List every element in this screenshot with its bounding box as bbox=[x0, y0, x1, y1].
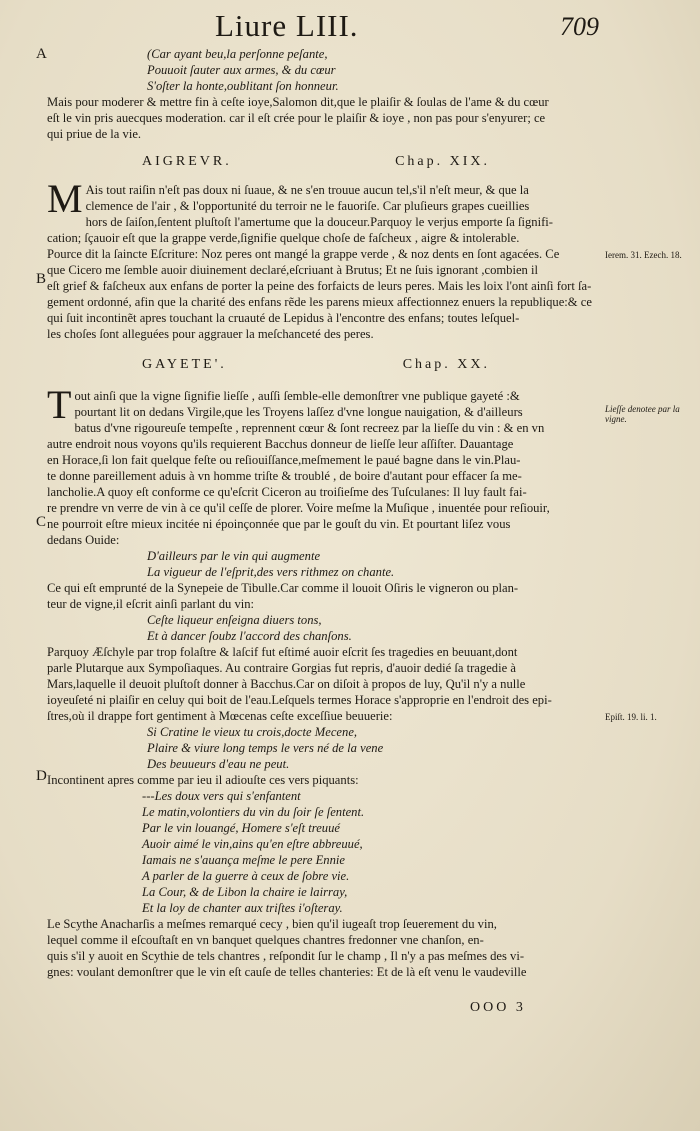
text-line: Iamais ne s'auança meſme le pere Ennie bbox=[142, 853, 345, 867]
text-line: eſt le vin pris auecques moderation. car il eſt crée pour le plaiſir & ioye , non pas pour s'enyurer; ce bbox=[47, 111, 546, 125]
opening-passage bbox=[47, 46, 600, 142]
margin-letter-a: A bbox=[36, 46, 47, 62]
text-line: Mars,laquelle il deuoit pluſtoſt donner à Bacchus.Car on diſoit à propos de luy, Qu'il n'y a nulle bbox=[47, 677, 526, 691]
chapter-20-heading bbox=[47, 342, 600, 388]
text-line: La vigueur de l'eſprit,des vers rithmez on chante. bbox=[147, 565, 395, 579]
text-line: ſtres,où il drappe fort gentiment à Mœcenas ceſte exceſſiue beuuerie: bbox=[47, 709, 393, 723]
text-line: ioyeuſeté ni plaiſir en celuy qui boit de l'eau.Leſquels termes Horace s'approprie en l'endroit des epi- bbox=[47, 693, 552, 707]
text-line: Parquoy Æſchyle par trop folaſtre & laſcif fut eſtimé auoir eſcrit ſes tragedies en beuuant,dont bbox=[47, 645, 518, 659]
text-line: parle Plutarque aux Sympoſiaques. Au contraire Gorgias fut repris, d'auoir dedié ſa tragedie à bbox=[47, 661, 516, 675]
text-line: Le matin,volontiers du vin du ſoir ſe ſentent. bbox=[142, 805, 365, 819]
text-line: batus d'vne rigoureuſe tempeſte , reprennent cœur & ſont recreez par la lieſſe du vin : & en vn bbox=[74, 421, 545, 435]
main-text bbox=[47, 46, 600, 980]
chapter-20-number: Chap. XX. bbox=[402, 357, 490, 372]
text-line: en Horace,ſi lon fait quelque feſte ou reſiouiſſance,meſmement le paué bagne dans le vin.Plau- bbox=[47, 453, 521, 467]
page-number: 709 bbox=[560, 12, 599, 41]
text-line: Des beuueurs d'eau ne peut. bbox=[147, 757, 290, 771]
text-line: Ais tout raiſin n'eſt pas doux ni ſuaue, & ne s'en trouue aucun tel,s'il n'eſt meur, & que la bbox=[85, 183, 529, 197]
text-line: ne pourroit eſtre mieux incitée ni époinçonnée que par le gouſt du vin. Et pourtant liſez vous bbox=[47, 517, 511, 531]
text-line: qui priue de la vie. bbox=[47, 127, 142, 141]
dropcap-t: T bbox=[47, 382, 72, 427]
text-line: gnes: voulant demonſtrer que le vin eſt cauſe de telles chanteries: Et de là eſt venu le vaudeville bbox=[47, 965, 527, 979]
margin-note-liesse: Lieſſe denotee par la vigne. bbox=[605, 404, 680, 424]
text-line: D'ailleurs par le vin qui augmente bbox=[147, 549, 321, 563]
text-line: Et à dancer ſoubz l'accord des chanſons. bbox=[147, 629, 352, 643]
margin-letter-c: C bbox=[36, 514, 47, 530]
text-line: Ce qui eſt emprunté de la Synepeie de Tibulle.Car comme il louoit Oſiris le vigneron ou plan- bbox=[47, 581, 519, 595]
text-line: Si Cratine le vieux tu crois,docte Mecene, bbox=[147, 725, 358, 739]
text-line: Le Scythe Anacharſis a meſmes remarqué cecy , bien qu'il iugeaſt trop ſeuerement du vin, bbox=[47, 917, 497, 931]
text-line: pourtant lit on dedans Virgile,que les Troyens laſſez d'vne longue nauigation, & d'ailleurs bbox=[74, 405, 523, 419]
margin-note-ierem: Ierem. 31. Ezech. 18. bbox=[605, 250, 682, 260]
text-line: autre endroit nous voyons qu'ils requierent Bacchus donneur de lieſſe leur aſſiſter. Dauantage bbox=[47, 437, 514, 451]
text-line: Incontinent apres comme par ieu il adiouſte ces vers piquants: bbox=[47, 773, 359, 787]
margin-letter-d: D bbox=[36, 768, 47, 784]
text-line: re prendre vn verre de vin à ce qu'il ceſſe de plorer. Voire meſme la Muſique , inuentée pour reſiouir, bbox=[47, 501, 550, 515]
text-line: Auoir aimé le vin,ains qu'en eſtre abbreuué, bbox=[142, 837, 363, 851]
running-title: Liure LIII. bbox=[215, 8, 359, 43]
text-line: Ceſte liqueur enſeigna diuers tons, bbox=[147, 613, 322, 627]
text-line: clemence de l'air , & l'opportunité du terroir ne le fauoriſe. Car pluſieurs grapes cueillies bbox=[85, 199, 530, 213]
chapter-19-body bbox=[47, 176, 600, 342]
text-line: Et la loy de chanter aux triſtes i'oſteray. bbox=[142, 901, 343, 915]
margin-note-epist: Epiſt. 19. li. 1. bbox=[605, 712, 657, 722]
text-line: te donne pareillement aduis à vn homme triſte & troublé , de boire d'autant pour effacer ſa me- bbox=[47, 469, 522, 483]
text-line: Pource dit la ſaincte Eſcriture: Noz peres ont mangé la grappe verde , & noz dents en ſont agacées. Ce bbox=[47, 247, 560, 261]
chapter-20-body bbox=[47, 382, 600, 980]
text-line: que Cicero me ſemble auoir diuinement declaré,eſcriuant à Brutus; Et ne ſuis ignorant ,combien il bbox=[47, 263, 539, 277]
text-line: les choſes ſont alleguées pour aggrauer la meſchanceté des peres. bbox=[47, 327, 374, 341]
text-line: cation; ſçauoir eſt que la grappe verde,ſignifie quelque choſe de faſcheux , aigre & intolerable. bbox=[47, 231, 520, 245]
text-line: S'oſter la honte,oublitant ſon honneur. bbox=[147, 79, 339, 93]
text-line: quis s'il y auoit en Scythie de tels chantres , reſpondit ſur le champ , Il n'y a pas meſmes des vi- bbox=[47, 949, 525, 963]
signature-mark: OOO 3 bbox=[470, 1000, 526, 1015]
text-line: hors de ſaiſon,ſentent pluſtoſt l'amertume que la douceur.Parquoy le verjus emporte ſa ſignifi- bbox=[85, 215, 553, 229]
text-line: dedans Ouide: bbox=[47, 533, 120, 547]
text-line: eſt grief & faſcheux aux enfans de porter la peine des forfaicts de leurs peres. Mais les loix l'ont ainſi fort ſa- bbox=[47, 279, 592, 293]
text-line: lancholie.A quoy eſt conforme ce qu'eſcrit Ciceron au troiſieſme des Tuſculanes: Il luy fault fai- bbox=[47, 485, 527, 499]
text-line: qui ſuit incontinẽt apres touchant la cruauté de Lepidus à l'encontre des enfans; toutes leſquel- bbox=[47, 311, 520, 325]
text-line: A parler de la guerre à ceux de ſobre vie. bbox=[142, 869, 350, 883]
text-line: lequel comme il eſcouſtaſt en vn banquet quelques chantres fredonner vne chanſon, en- bbox=[47, 933, 484, 947]
page-header bbox=[0, 6, 700, 46]
dropcap-m: M bbox=[47, 176, 83, 221]
text-line: Pouuoit ſauter aux armes, & du cœur bbox=[147, 63, 336, 77]
text-line: out ainſi que la vigne ſignifie lieſſe , auſſi ſemble-elle demonſtrer vne publique gayeté :& bbox=[74, 389, 520, 403]
text-line: ---Les doux vers qui s'enfantent bbox=[142, 789, 301, 803]
text-line: Par le vin louangé, Homere s'eſt treuué bbox=[142, 821, 340, 835]
chapter-19-heading bbox=[47, 142, 600, 182]
text-line: teur de vigne,il eſcrit ainſi parlant du vin: bbox=[47, 597, 255, 611]
chapter-19-number: Chap. XIX. bbox=[395, 154, 490, 169]
chapter-20-title: GAYETE'. bbox=[142, 357, 227, 372]
chapter-19-title: AIGREVR. bbox=[142, 154, 232, 169]
margin-letter-b: B bbox=[36, 271, 47, 287]
text-line: Mais pour moderer & mettre fin à ceſte ioye,Salomon dit,que le plaiſir & ſoulas de l'ame & du cœur bbox=[47, 95, 549, 109]
text-line: La Cour, & de Libon la chaire ie lairray, bbox=[142, 885, 348, 899]
text-line: gement ordonné, afin que la charité des enfans rẽde les parens mieux affectionnez enuers la republique:& ce bbox=[47, 295, 592, 309]
text-line: Plaire & viure long temps le vers né de la vene bbox=[147, 741, 384, 755]
text-line: (Car ayant beu,la perſonne peſante, bbox=[147, 47, 328, 61]
